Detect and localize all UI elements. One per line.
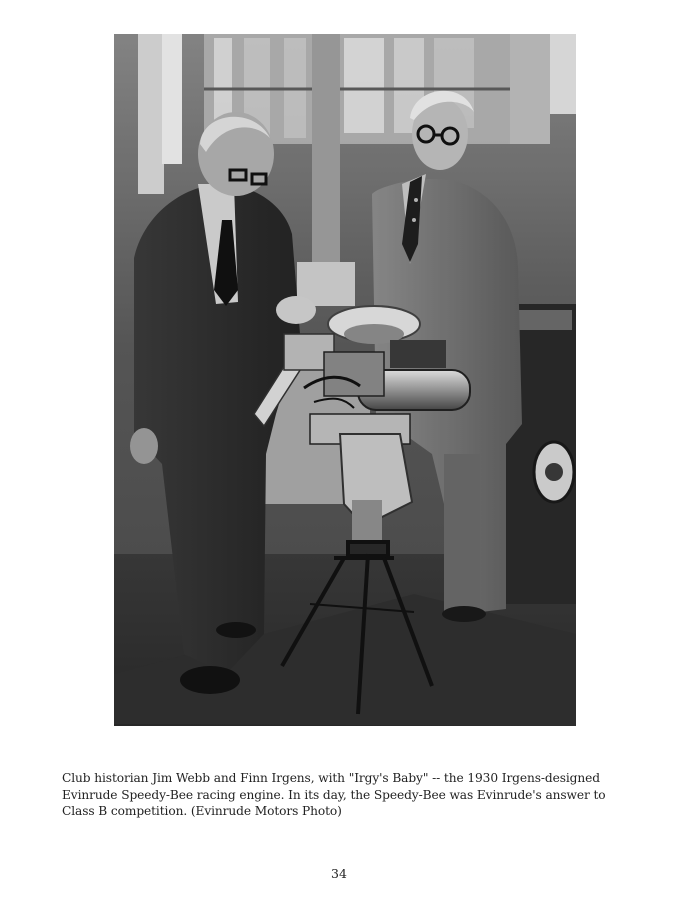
page-number: 34 bbox=[331, 866, 347, 881]
photo-illustration bbox=[114, 34, 576, 726]
caption-line: Club historian Jim Webb and Finn Irgens, with "Irgy's Baby" -- the 1930 Irgens-designed bbox=[62, 771, 600, 785]
caption-line: Class B competition. (Evinrude Motors Photo) bbox=[62, 804, 342, 818]
photo-caption bbox=[62, 770, 662, 820]
caption-line: Evinrude Speedy-Bee racing engine. In its day, the Speedy-Bee was Evinrude's answer to bbox=[62, 787, 606, 802]
engine-photograph bbox=[114, 34, 576, 726]
